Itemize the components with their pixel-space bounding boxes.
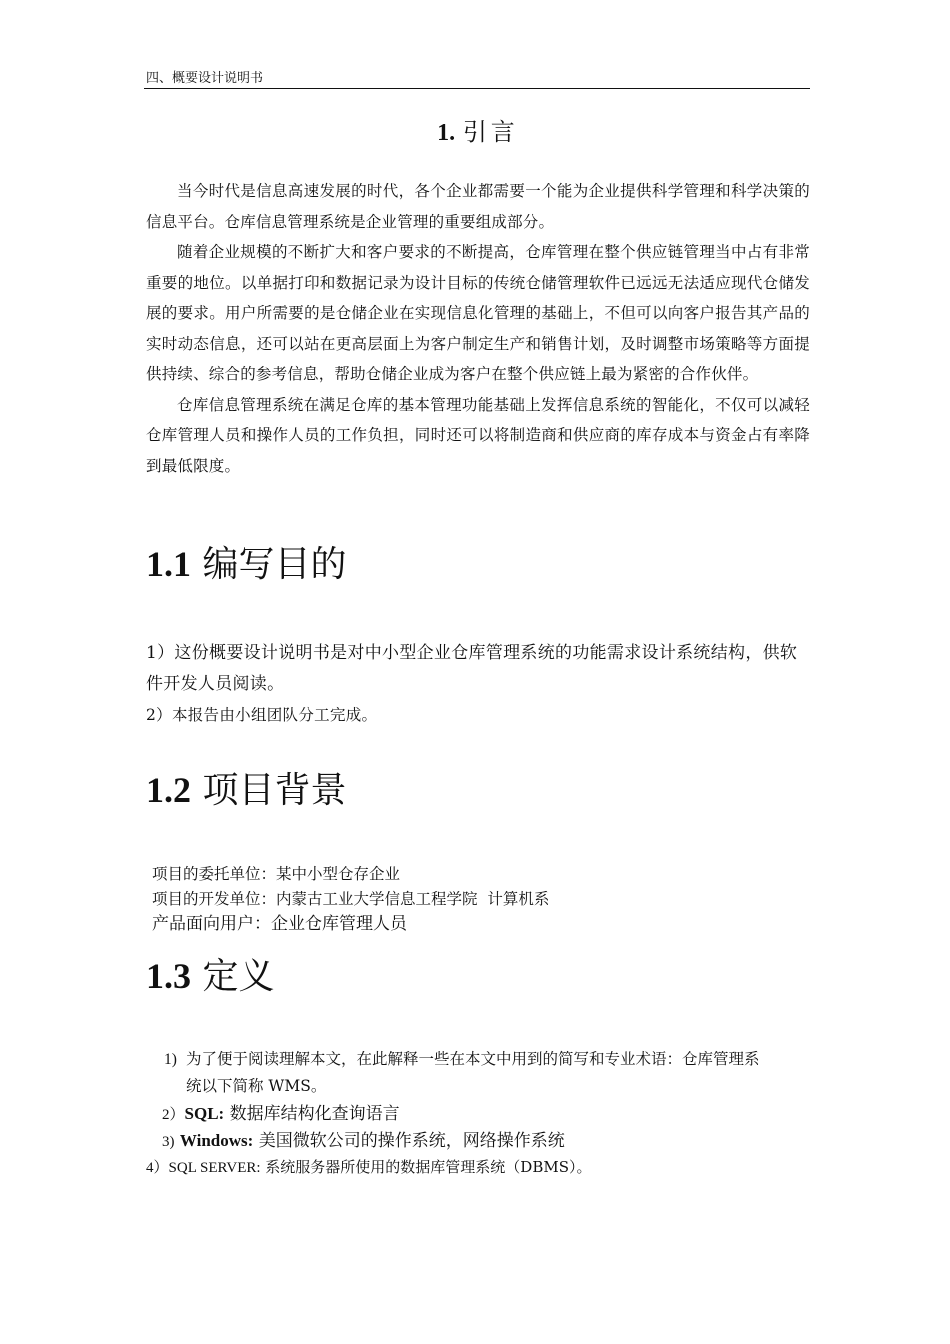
definition-2 [162,1101,810,1128]
chapter-title-text: 引言 [462,118,519,146]
purpose-section [146,638,810,731]
intro-section [146,176,810,481]
definition-text: 系统服务器所使用的数据库管理系统（DBMS）。 [260,1158,592,1176]
section-number: 1.2 [146,770,191,810]
section-heading-1-3 [146,954,274,999]
definition-term: SQL SERVER: [168,1160,261,1176]
section-title: 定义 [202,956,275,997]
chapter-title [146,116,810,149]
purpose-item-1: 1）这份概要设计说明书是对中小型企业仓库管理系统的功能需求设计系统结构，供软件开发人员阅读。 [146,643,798,694]
section-heading-1-2 [146,768,346,813]
background-section [152,862,792,937]
definition-3 [162,1128,810,1155]
section-heading-1-1 [146,542,346,587]
definition-label: 3) [162,1134,175,1150]
section-number: 1.3 [146,956,191,996]
definition-term: SQL: [184,1104,225,1123]
definitions-section [146,1046,810,1180]
definition-label: 4） [146,1160,169,1176]
intro-paragraph-1: 当今时代是信息高速发展的时代，各个企业都需要一个能为企业提供科学管理和科学决策的信息平台。仓库信息管理系统是企业管理的重要组成部分。 [146,182,810,231]
definition-label: 2） [162,1107,185,1123]
client-line: 项目的委托单位：某中小型仓存企业 [152,865,401,883]
definition-1 [164,1046,810,1073]
definition-text: 数据库结构化查询语言 [224,1104,400,1124]
users-line: 产品面向用户：企业仓库管理人员 [152,914,407,934]
definition-text: 美国微软公司的操作系统，网络操作系统 [253,1131,565,1151]
purpose-item-2: 2）本报告由小组团队分工完成。 [146,706,378,724]
developer-line: 项目的开发单位：内蒙古工业大学信息工程学院 计算机系 [152,890,550,908]
running-header: 四、概要设计说明书 [146,71,264,86]
definition-1-continuation: 统以下简称 WMS。 [186,1077,327,1095]
section-title: 编写目的 [202,544,347,585]
header-rule [144,88,810,89]
intro-paragraph-3: 仓库信息管理系统在满足仓库的基本管理功能基础上发挥信息系统的智能化，不仅可以减轻仓库管理人员和操作人员的工作负担，同时还可以将制造商和供应商的库存成本与资金占有率降到最低限度。 [146,395,810,475]
definition-4 [146,1155,810,1180]
section-title: 项目背景 [202,770,347,811]
definition-text: 为了便于阅读理解本文，在此解释一些在本文中用到的简写和专业术语：仓库管理系 [186,1050,760,1068]
intro-paragraph-2: 随着企业规模的不断扩大和客户要求的不断提高，仓库管理在整个供应链管理当中占有非常重要的地位。以单据打印和数据记录为设计目标的传统仓储管理软件已远远无法适应现代仓储发展的要求。用户所需要的是仓储企业在实现信息化管理的基础上，不但可以向客户报告其产品的实时动态信息，还可以站在更高层面上为客户制定生产和销售计划，及时调整市场策略等方面提供持续、综合的参考信息，帮助仓储企业成为客户在整个供应链上最为紧密的合作伙伴。 [146,243,810,383]
chapter-number: 1. [437,120,456,146]
definition-term: Windows: [179,1131,254,1150]
definition-label: 1) [164,1051,177,1068]
section-number: 1.1 [146,544,191,584]
